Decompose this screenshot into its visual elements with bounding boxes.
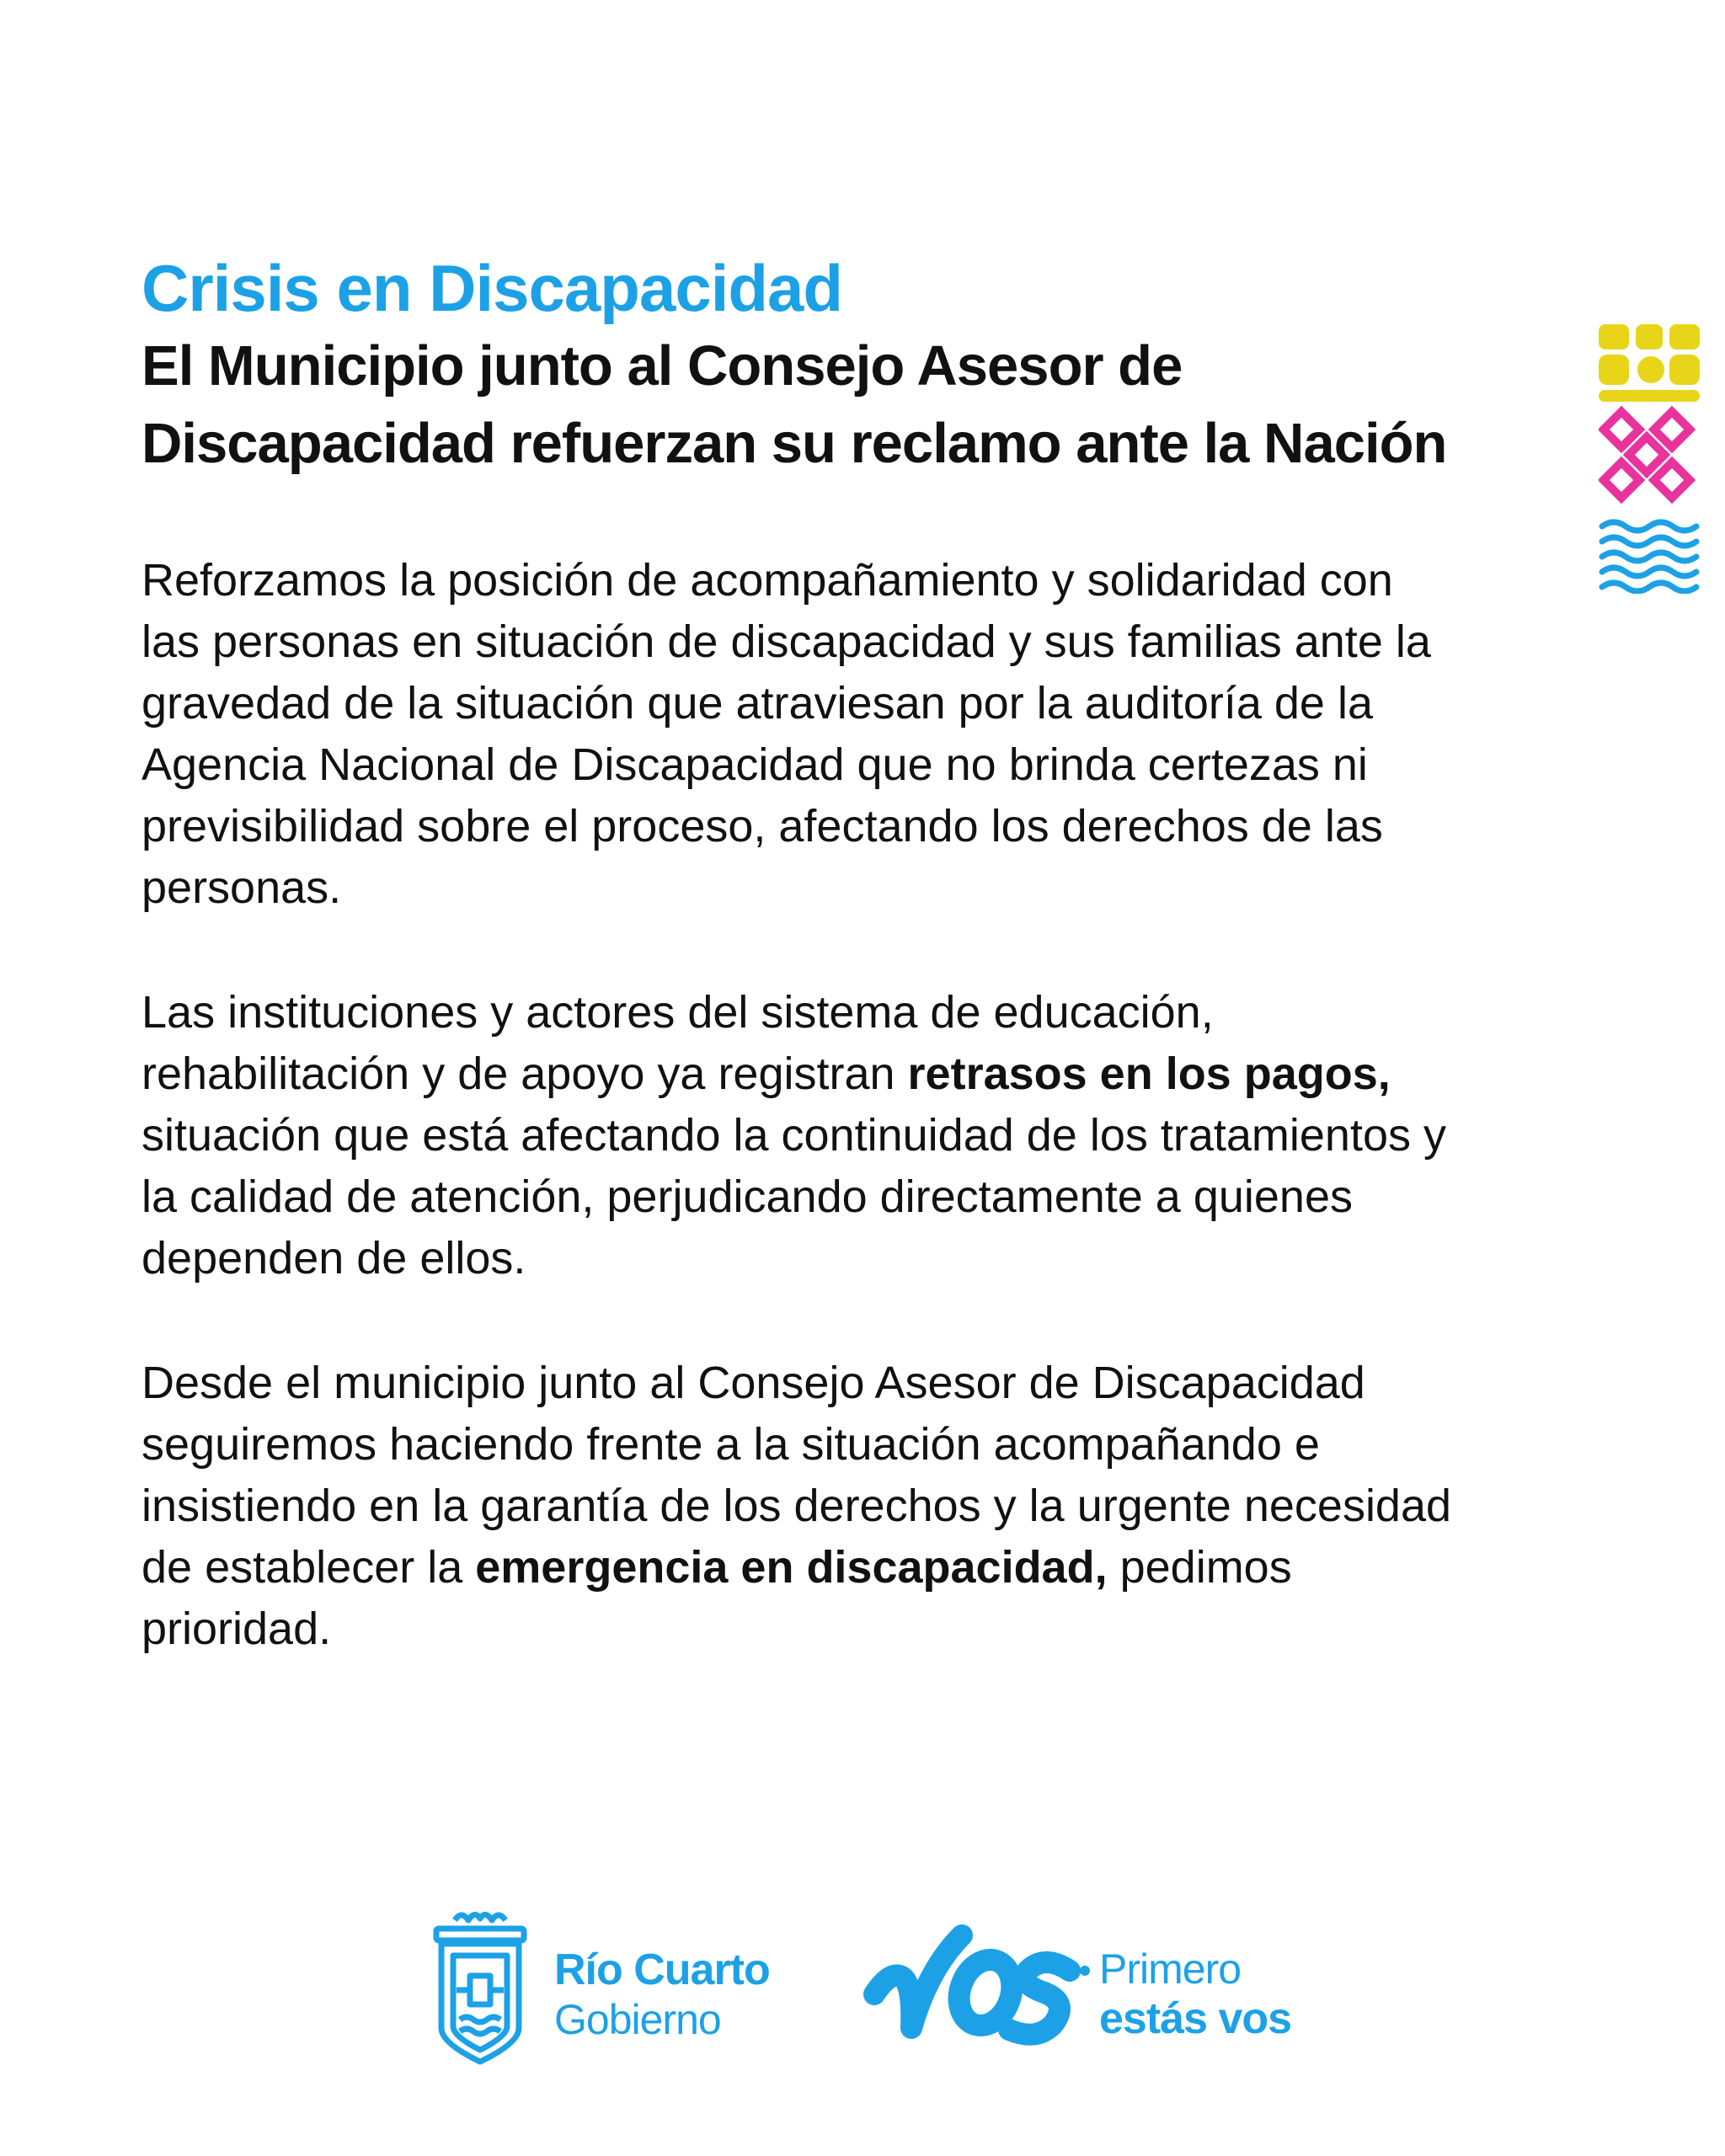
paragraph-2-end: situación que está afectando la continuidad de los tratamientos y la calidad de atención, perjudicando directamente a quienes dependen de ellos. — [142, 1110, 1446, 1283]
page-subtitle: El Municipio junto al Consejo Asesor de Discapacidad refuerzan su reclamo ante la Nación — [142, 334, 1447, 475]
paragraph-3-start: Desde el municipio junto al Consejo Asesor de Discapacidad seguiremos haciendo frente a la situación acompañando e insistiendo en la garantía de los derechos y la urgente necesidad de establecer la — [142, 1358, 1452, 1593]
article — [142, 248, 1455, 1723]
vos-mark-icon — [859, 1910, 1095, 2062]
logo1-line2: Gobierno — [554, 1996, 721, 2043]
paragraph-2 — [142, 982, 1455, 1289]
paragraph-1: Reforzamos la posición de acompañamiento y solidaridad con las personas en situación de discapacidad y sus familias ante la gravedad de la situación que atraviesan por la auditoría de la Agencia Nacional de Discapacidad que no brinda certezas ni previsibilidad sobre el proceso, afectando los derechos de las personas. — [142, 555, 1431, 913]
paragraph-2-start: Las instituciones y actores del sistema de educación, rehabilitación y de apoyo ya registran — [142, 987, 1214, 1099]
logo2-line2: estás vos — [1099, 1994, 1292, 2043]
logo1-line1: Río Cuarto — [554, 1945, 770, 1994]
logo2-line1: Primero — [1099, 1945, 1242, 1993]
coat-of-arms-icon — [430, 1902, 531, 2070]
vos-logo — [859, 1910, 1331, 2062]
paragraph-2-bold: retrasos en los pagos, — [907, 1049, 1391, 1099]
paragraph-3-bold: emergencia en discapacidad, — [475, 1542, 1108, 1593]
rio-cuarto-logo — [430, 1902, 800, 2070]
decorative-pattern-icon — [1599, 324, 1700, 594]
page-title: Crisis en Discapacidad — [142, 251, 843, 325]
paragraph-3-end: pedimos prioridad. — [142, 1542, 1292, 1654]
paragraph-3 — [142, 1353, 1455, 1660]
